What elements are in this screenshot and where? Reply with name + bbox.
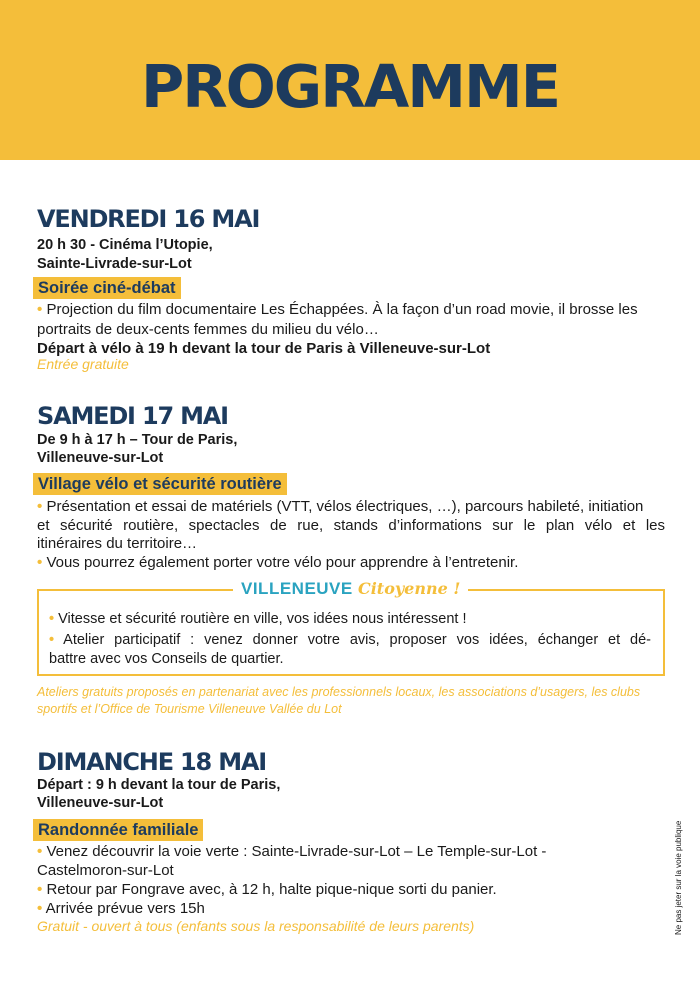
bullet-icon: • (49, 632, 55, 648)
box-item1: • Vitesse et sécurité routière en ville, vos idées nous intéressent ! (49, 611, 467, 627)
friday-description-line1: • Projection du film documentaire Les Échappées. À la façon d’un road movie, il brosse les (37, 301, 638, 318)
saturday-event-tag: Village vélo et sécurité routière (33, 473, 287, 495)
box-item2-line1: • Atelier participatif : venez donner votre avis, proposer vos idées, échanger et dé- (49, 632, 651, 648)
saturday-item2: • Vous pourrez également porter votre vélo pour apprendre à l’entretenir. (37, 554, 519, 571)
saturday-place-line2: Villeneuve-sur-Lot (37, 450, 164, 466)
bullet-icon: • (37, 301, 43, 318)
saturday-item1-line3: itinéraires du territoire… (37, 535, 198, 552)
sunday-note: Gratuit - ouvert à tous (enfants sous la responsabilité de leurs parents) (37, 918, 475, 934)
bullet-icon: • (37, 900, 43, 917)
header-banner (0, 0, 700, 160)
friday-description-line2: portraits de deux-cents femmes du milieu du vélo… (37, 321, 379, 338)
disposal-notice: Ne pas jeter sur la voie publique (674, 820, 683, 935)
sunday-date: DIMANCHE 18 MAI (37, 748, 266, 776)
friday-event-tag: Soirée ciné-débat (33, 277, 181, 299)
sunday-item1-line2: Castelmoron-sur-Lot (37, 862, 174, 879)
saturday-date: SAMEDI 17 MAI (37, 402, 228, 430)
bullet-icon: • (37, 881, 43, 898)
bullet-icon: • (37, 498, 43, 515)
sunday-place-line1: Départ : 9 h devant la tour de Paris, (37, 777, 281, 793)
saturday-place-line1: De 9 h à 17 h – Tour de Paris, (37, 432, 238, 448)
bullet-icon: • (37, 843, 43, 860)
sunday-item1-line1: • Venez découvrir la voie verte : Sainte-Livrade-sur-Lot – Le Temple-sur-Lot - (37, 843, 547, 860)
friday-departure: Départ à vélo à 19 h devant la tour de Paris à Villeneuve-sur-Lot (37, 340, 491, 357)
saturday-note-line2: sportifs et l’Office de Tourisme Villeneuve Vallée du Lot (37, 702, 342, 716)
villeneuve-citoyenne-box (37, 589, 665, 676)
friday-place-line1: 20 h 30 - Cinéma l’Utopie, (37, 237, 213, 253)
saturday-item1-line2: et sécurité routière, spectacles de rue, stands d’informations sur le plan vélo et les (37, 517, 665, 534)
saturday-item1-line1: • Présentation et essai de matériels (VTT, vélos électriques, …), parcours habileté, initiation (37, 498, 644, 515)
villeneuve-citoyenne-logo: VILLENEUVE Citoyenne ! (233, 578, 468, 600)
sunday-item3: • Arrivée prévue vers 15h (37, 900, 205, 917)
box-item2-line2: battre avec vos Conseils de quartier. (49, 651, 284, 667)
saturday-note-line1: Ateliers gratuits proposés en partenariat avec les professionnels locaux, les associations d’usagers, les clubs (37, 685, 641, 699)
friday-date: VENDREDI 16 MAI (37, 205, 260, 233)
sunday-event-tag: Randonnée familiale (33, 819, 203, 841)
sunday-place-line2: Villeneuve-sur-Lot (37, 795, 164, 811)
friday-place-line2: Sainte-Livrade-sur-Lot (37, 256, 192, 272)
page-title: PROGRAMME (140, 52, 560, 121)
friday-note: Entrée gratuite (37, 356, 129, 372)
bullet-icon: • (37, 554, 43, 571)
bullet-icon: • (49, 611, 55, 627)
sunday-item2: • Retour par Fongrave avec, à 12 h, halte pique-nique sorti du panier. (37, 881, 497, 898)
